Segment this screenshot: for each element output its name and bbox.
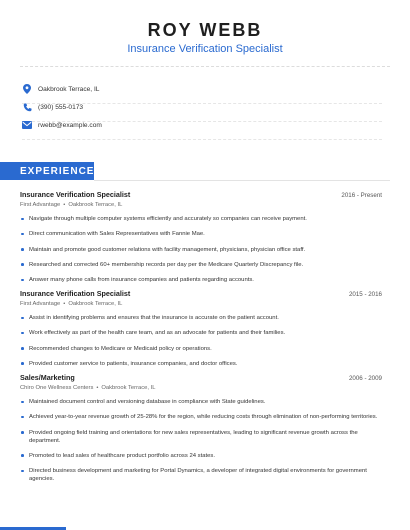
job-location: Oakbrook Terrace, IL (101, 385, 156, 391)
job-entry (20, 289, 382, 375)
list-item: Direct communication with Sales Representatives with Fannie Mae. (20, 230, 382, 238)
list-item: Promoted to lead sales of healthcare product portfolio across 24 states. (20, 452, 382, 460)
job-dates: 2006 - 2009 (348, 375, 382, 382)
job-title: Sales/Marketing (20, 373, 75, 382)
job-title: Insurance Verification Specialist (20, 190, 131, 199)
list-item: Achieved year-to-year revenue growth of 25-28% for the region, while reducing costs through elimination of non-performing territories. (20, 413, 382, 421)
list-item: Provided customer service to patients, insurance companies, and doctor offices. (20, 360, 382, 368)
list-item: Maintained document control and versioning database in compliance with State guidelines. (20, 398, 382, 406)
phone-text: (390) 555-0173 (38, 103, 84, 111)
list-item: Answer many phone calls from insurance companies and patients regarding accounts. (20, 276, 382, 284)
list-item: Directed business development and marketing for Portal Dynamics, a developer of integrated digital environments for government agencies. (20, 467, 382, 483)
header-divider (20, 66, 390, 67)
envelope-icon (22, 120, 32, 130)
job-dates: 2015 - 2016 (348, 291, 382, 298)
list-item: Provided ongoing field training and orientations for new sales representatives, leading to significant revenue growth across the department. (20, 429, 382, 445)
list-item: Maintain and promote good customer relations with facility management, physicians, physician office staff. (20, 246, 382, 254)
map-pin-icon (22, 84, 32, 94)
contact-divider (22, 139, 382, 140)
resume-header (0, 20, 410, 56)
contact-email (22, 116, 382, 134)
section-divider (94, 180, 390, 181)
job-company-line: Chiro One Wellness Centers • Oakbrook Terrace, IL (20, 385, 156, 391)
candidate-role: Insurance Verification Specialist (127, 43, 283, 55)
job-entry (20, 190, 382, 291)
location-text: Oakbrook Terrace, IL (38, 85, 100, 93)
list-item: Recommended changes to Medicare or Medicaid policy or operations. (20, 345, 382, 353)
experience-heading: EXPERIENCE (0, 162, 94, 180)
job-company: First Advantage (20, 202, 61, 208)
job-entry (20, 373, 382, 490)
job-bullets (20, 314, 382, 368)
contact-location (22, 80, 382, 98)
job-company-line: First Advantage • Oakbrook Terrace, IL (20, 301, 123, 307)
job-bullets (20, 215, 382, 284)
phone-icon (22, 102, 32, 112)
job-location: Oakbrook Terrace, IL (68, 202, 123, 208)
job-location: Oakbrook Terrace, IL (68, 301, 123, 307)
email-link[interactable]: rwebb@example.com (38, 121, 102, 129)
job-company: First Advantage (20, 301, 61, 307)
list-item: Researched and corrected 60+ membership records per day per the Medicare Quarterly Discrepancy file. (20, 261, 382, 269)
list-item: Navigate through multiple computer systems efficiently and accurately so companies can receive payment. (20, 215, 382, 223)
job-bullets (20, 398, 382, 483)
job-company: Chiro One Wellness Centers (20, 385, 94, 391)
contact-phone (22, 98, 382, 116)
list-item: Work effectively as part of the health care team, and as an advocate for patients and their families. (20, 329, 382, 337)
job-title: Insurance Verification Specialist (20, 289, 131, 298)
candidate-name: ROY WEBB (147, 20, 263, 40)
list-item: Assist in identifying problems and ensures that the insurance is accurate on the patient account. (20, 314, 382, 322)
job-company-line: First Advantage • Oakbrook Terrace, IL (20, 202, 123, 208)
job-dates: 2016 - Present (341, 192, 382, 199)
